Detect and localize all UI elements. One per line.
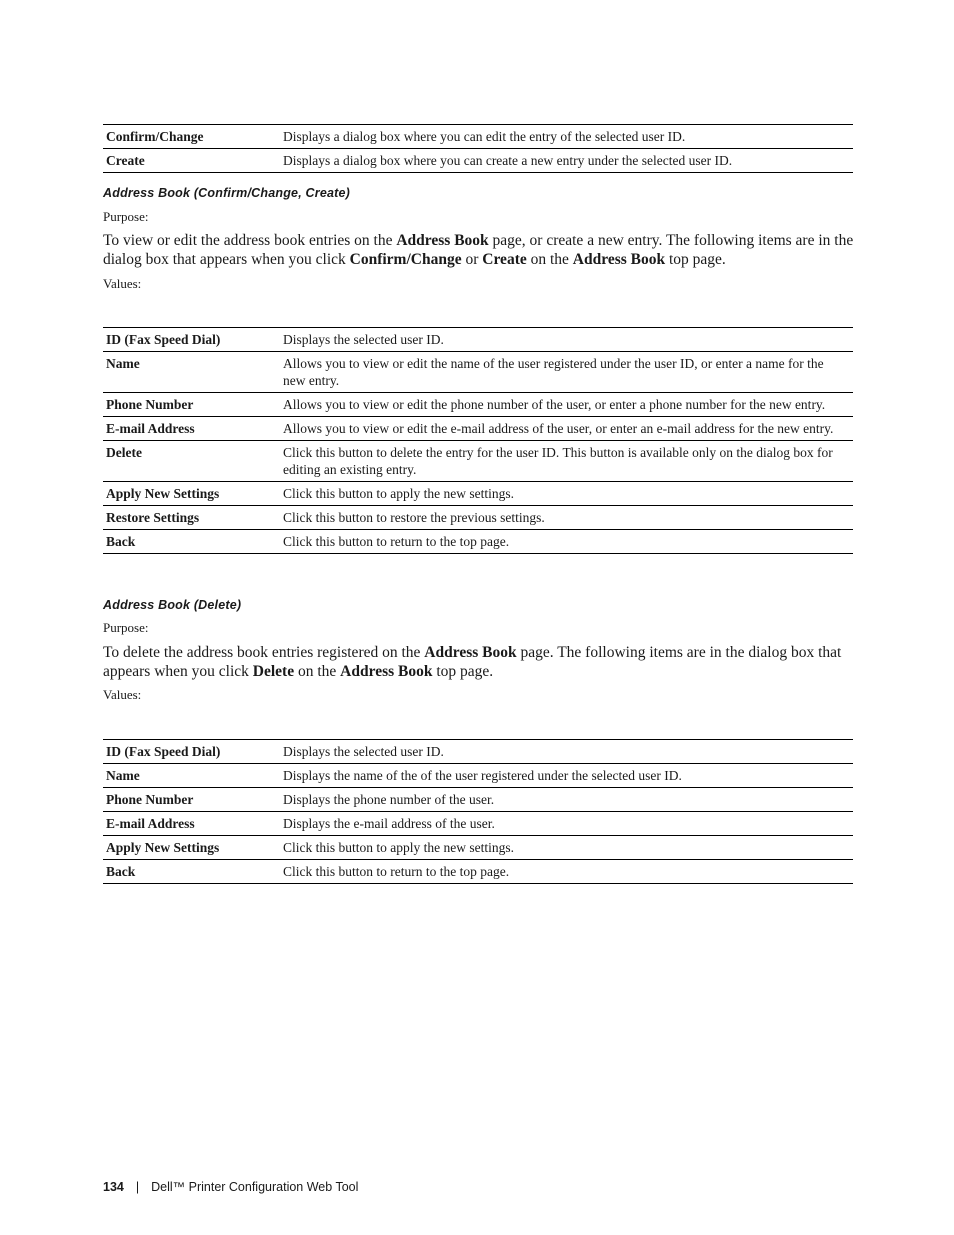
row-label: ID (Fax Speed Dial) (103, 740, 279, 764)
row-label: Phone Number (103, 393, 279, 417)
page-footer (103, 1180, 358, 1194)
row-label: ID (Fax Speed Dial) (103, 328, 279, 352)
row-label: Restore Settings (103, 506, 279, 530)
purpose-paragraph (103, 643, 855, 681)
section-heading-confirm-change-create: Address Book (Confirm/Change, Create) (103, 186, 351, 200)
row-description: Displays the e-mail address of the user. (279, 812, 853, 836)
bold-term: Confirm/Change (349, 251, 462, 268)
table-row (103, 417, 853, 441)
table-row (103, 393, 853, 417)
row-description: Allows you to view or edit the phone number of the user, or enter a phone number for the new entry. (279, 393, 853, 417)
row-description: Click this button to apply the new settings. (279, 836, 853, 860)
row-description: Click this button to apply the new settings. (279, 482, 853, 506)
row-label: Delete (103, 441, 279, 482)
row-description: Displays a dialog box where you can create a new entry under the selected user ID. (279, 149, 853, 173)
text-run: page, or create a new entry. The following items are in the dialog box that appears when you click (103, 232, 854, 268)
footer-separator: | (135, 1180, 140, 1194)
table-row (103, 860, 853, 884)
text-run: top page. (665, 251, 726, 268)
bold-term: Address Book (572, 251, 666, 268)
purpose-label: Purpose: (103, 209, 149, 224)
table-row (103, 352, 853, 393)
row-description: Displays a dialog box where you can edit the entry of the selected user ID. (279, 125, 853, 149)
bold-term: Create (482, 251, 527, 268)
row-label: Name (103, 352, 279, 393)
row-label: Back (103, 860, 279, 884)
row-label: Confirm/Change (103, 125, 279, 149)
table-row (103, 441, 853, 482)
text-run: on the (526, 251, 573, 268)
footer-title: Dell™ Printer Configuration Web Tool (151, 1180, 359, 1194)
row-description: Allows you to view or edit the name of the user registered under the user ID, or enter a name for the new entry. (279, 352, 853, 393)
text-run: To delete the address book entries registered on the (103, 644, 425, 661)
page-number: 134 (103, 1180, 124, 1194)
row-label: Create (103, 149, 279, 173)
confirm-change-values-table (103, 327, 853, 554)
row-description: Click this button to delete the entry for the user ID. This button is available only on the dialog box for editing an existing entry. (279, 441, 853, 482)
text-run: top page. (432, 663, 494, 680)
table-row (103, 530, 853, 554)
text-run: or (461, 251, 483, 268)
row-label: E-mail Address (103, 812, 279, 836)
table-row (103, 836, 853, 860)
table-row (103, 482, 853, 506)
table-row (103, 764, 853, 788)
text-run: page. The following items are in the dialog box that appears when you click (103, 644, 842, 680)
row-label: Apply New Settings (103, 482, 279, 506)
row-label: Phone Number (103, 788, 279, 812)
row-description: Click this button to return to the top page. (279, 530, 853, 554)
values-label: Values: (103, 687, 142, 702)
purpose-paragraph (103, 231, 855, 269)
purpose-label: Purpose: (103, 620, 149, 635)
section-heading-delete: Address Book (Delete) (103, 598, 242, 612)
row-label: Apply New Settings (103, 836, 279, 860)
text-run: on the (294, 663, 341, 680)
bold-term: Address Book (396, 232, 489, 249)
bold-term: Address Book (424, 644, 517, 661)
table-row (103, 740, 853, 764)
table-row (103, 125, 853, 149)
values-label: Values: (103, 276, 142, 291)
bold-term: Delete (252, 663, 295, 680)
row-label: E-mail Address (103, 417, 279, 441)
top-values-table (103, 124, 853, 173)
row-description: Displays the selected user ID. (279, 740, 853, 764)
delete-values-table (103, 739, 853, 884)
row-label: Name (103, 764, 279, 788)
row-label: Back (103, 530, 279, 554)
table-row (103, 328, 853, 352)
row-description: Click this button to restore the previous settings. (279, 506, 853, 530)
row-description: Allows you to view or edit the e-mail address of the user, or enter an e-mail address for the new entry. (279, 417, 853, 441)
row-description: Displays the phone number of the user. (279, 788, 853, 812)
table-row (103, 506, 853, 530)
row-description: Click this button to return to the top page. (279, 860, 853, 884)
row-description: Displays the selected user ID. (279, 328, 853, 352)
table-row (103, 149, 853, 173)
text-run: To view or edit the address book entries on the (103, 232, 397, 249)
table-row (103, 812, 853, 836)
row-description: Displays the name of the of the user registered under the selected user ID. (279, 764, 853, 788)
bold-term: Address Book (340, 663, 433, 680)
table-row (103, 788, 853, 812)
